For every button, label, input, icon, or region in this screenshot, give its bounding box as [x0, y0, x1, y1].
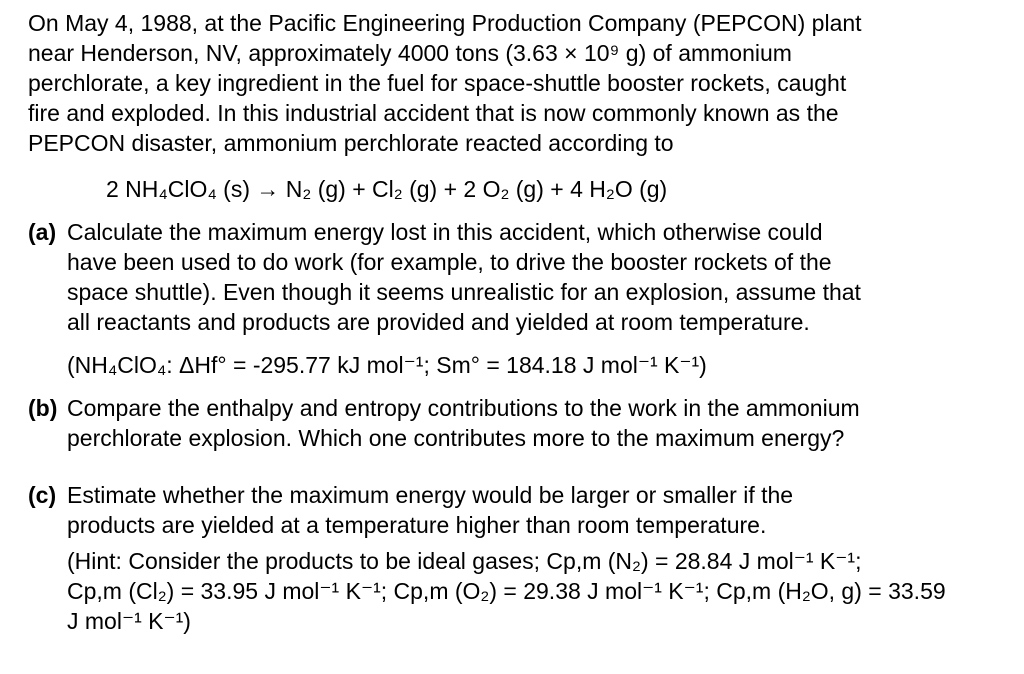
part-a-line: space shuttle). Even though it seems unrealistic for an explosion, assume that	[67, 279, 861, 305]
part-a-line: all reactants and products are provided and yielded at room temperature.	[67, 309, 810, 335]
intro-line: On May 4, 1988, at the Pacific Engineering Production Company (PEPCON) plant	[28, 10, 862, 36]
part-a	[28, 217, 1008, 337]
part-a-line: Calculate the maximum energy lost in this accident, which otherwise could	[67, 219, 823, 245]
part-a-label: (a)	[28, 219, 57, 245]
part-c-line: Estimate whether the maximum energy would be larger or smaller if the	[67, 482, 794, 508]
hint-line: J mol⁻¹ K⁻¹)	[67, 608, 191, 634]
hint-line: Cp,m (Cl₂) = 33.95 J mol⁻¹ K⁻¹; Cp,m (O₂) = 29.38 J mol⁻¹ K⁻¹; Cp,m (H₂O, g) = 33.59	[67, 578, 946, 604]
part-c-label: (c)	[28, 482, 57, 508]
part-c-line: products are yielded at a temperature higher than room temperature.	[67, 512, 767, 538]
intro-line: near Henderson, NV, approximately 4000 tons (3.63 × 10⁹ g) of ammonium	[28, 40, 792, 66]
part-c-hint	[67, 546, 946, 636]
reaction-equation: 2 NH₄ClO₄ (s) → N₂ (g) + Cl₂ (g) + 2 O₂ (g) + 4 H₂O (g)	[106, 176, 668, 202]
intro-paragraph	[28, 8, 1008, 158]
part-a-givens: (NH₄ClO₄: ΔHf° = -295.77 kJ mol⁻¹; Sm° = 184.18 J mol⁻¹ K⁻¹)	[67, 352, 707, 378]
intro-line: perchlorate, a key ingredient in the fuel for space-shuttle booster rockets, caught	[28, 70, 847, 96]
part-b-label: (b)	[28, 395, 58, 421]
part-b-line: Compare the enthalpy and entropy contributions to the work in the ammonium	[67, 395, 860, 421]
part-b-line: perchlorate explosion. Which one contributes more to the maximum energy?	[67, 425, 845, 451]
intro-line: PEPCON disaster, ammonium perchlorate reacted according to	[28, 130, 674, 156]
hint-line: (Hint: Consider the products to be ideal gases; Cp,m (N₂) = 28.84 J mol⁻¹ K⁻¹;	[67, 548, 862, 574]
part-b	[28, 393, 1008, 453]
part-a-line: have been used to do work (for example, to drive the booster rockets of the	[67, 249, 832, 275]
part-c	[28, 480, 1008, 540]
intro-line: fire and exploded. In this industrial accident that is now commonly known as the	[28, 100, 839, 126]
